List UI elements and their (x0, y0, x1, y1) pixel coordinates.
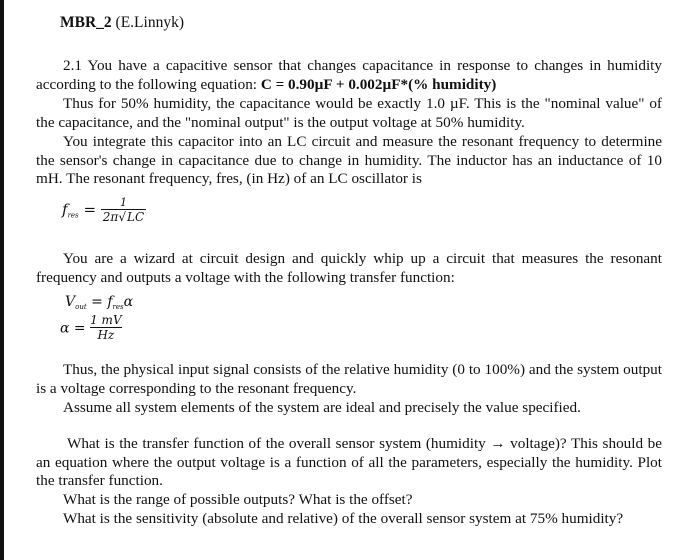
vout-equals: = (91, 294, 108, 310)
fres-denominator (101, 209, 146, 225)
fres-lhs-sub: res (67, 211, 79, 220)
vout-f-sub: res (112, 303, 124, 311)
heading-id: MBR_2 (60, 14, 112, 31)
question-transfer-function: What is the transfer function of the overall sensor system (humidity → voltage)? This should be an equation where the output voltage is a function of all the parameters, especially the humidity. Plot the transfer function. (36, 435, 662, 490)
paragraph-nominal: Thus for 50% humidity, the capacitance would be exactly 1.0 µF. This is the "nominal value" of the capacitance, and the "nominal output" is the output voltage at 50% humidity. (36, 95, 662, 131)
vout-alpha: α (123, 294, 134, 310)
formula-alpha (60, 314, 122, 343)
alpha-lhs: α (60, 320, 70, 337)
fres-lhs: f (62, 200, 68, 219)
paragraph-lc-circuit: You integrate this capacitor into an LC circuit and measure the resonant frequency to determine the sensor's change in capacitance due to change in humidity. The inductor has an inductance of 10 mH. The resonant frequency, fres, (in Hz) of an LC oscillator is (36, 133, 662, 188)
alpha-equals: = (73, 320, 86, 337)
fres-equals: = (83, 200, 97, 219)
sqrt-symbol: √ (118, 210, 126, 224)
paragraph-physical-input: Thus, the physical input signal consists of the relative humidity (0 to 100%) and the system output is a voltage corresponding to the resonant frequency. (36, 361, 662, 397)
fres-numerator: 1 (119, 196, 127, 209)
paragraph-sensor-intro (36, 57, 662, 94)
question-sensitivity: What is the sensitivity (absolute and relative) of the overall sensor system at 75% humidity? (63, 510, 624, 527)
left-edge-bar (0, 0, 4, 560)
formula-fres (62, 196, 146, 225)
heading-author: (E.Linnyk) (111, 14, 184, 31)
alpha-fraction (90, 314, 122, 343)
paragraph-assume-ideal: Assume all system elements of the system are ideal and precisely the value specified. (63, 399, 581, 416)
paragraph-wizard: You are a wizard at circuit design and quickly whip up a circuit that measures the resonant frequency and outputs a voltage with the following transfer function: (36, 250, 662, 286)
vout-lhs-sub: out (75, 303, 87, 311)
fres-fraction (101, 196, 146, 225)
question-range-offset: What is the range of possible outputs? What is the offset? (63, 491, 413, 508)
capacitance-equation: C = 0.90µF + 0.002µF*(% humidity) (260, 75, 497, 93)
fres-den-prefix: 2π (102, 210, 119, 224)
alpha-numerator: 1 mV (90, 313, 122, 327)
sensor-intro-text: 2.1 You have a capacitive sensor that changes capacitance in response to changes in humidity according to the following equation: (36, 57, 662, 93)
alpha-denominator: Hz (90, 327, 122, 343)
fres-den-root: LC (126, 210, 145, 224)
problem-heading (60, 14, 184, 33)
vout-lhs: V (65, 294, 76, 310)
vout-f: f (107, 294, 113, 310)
